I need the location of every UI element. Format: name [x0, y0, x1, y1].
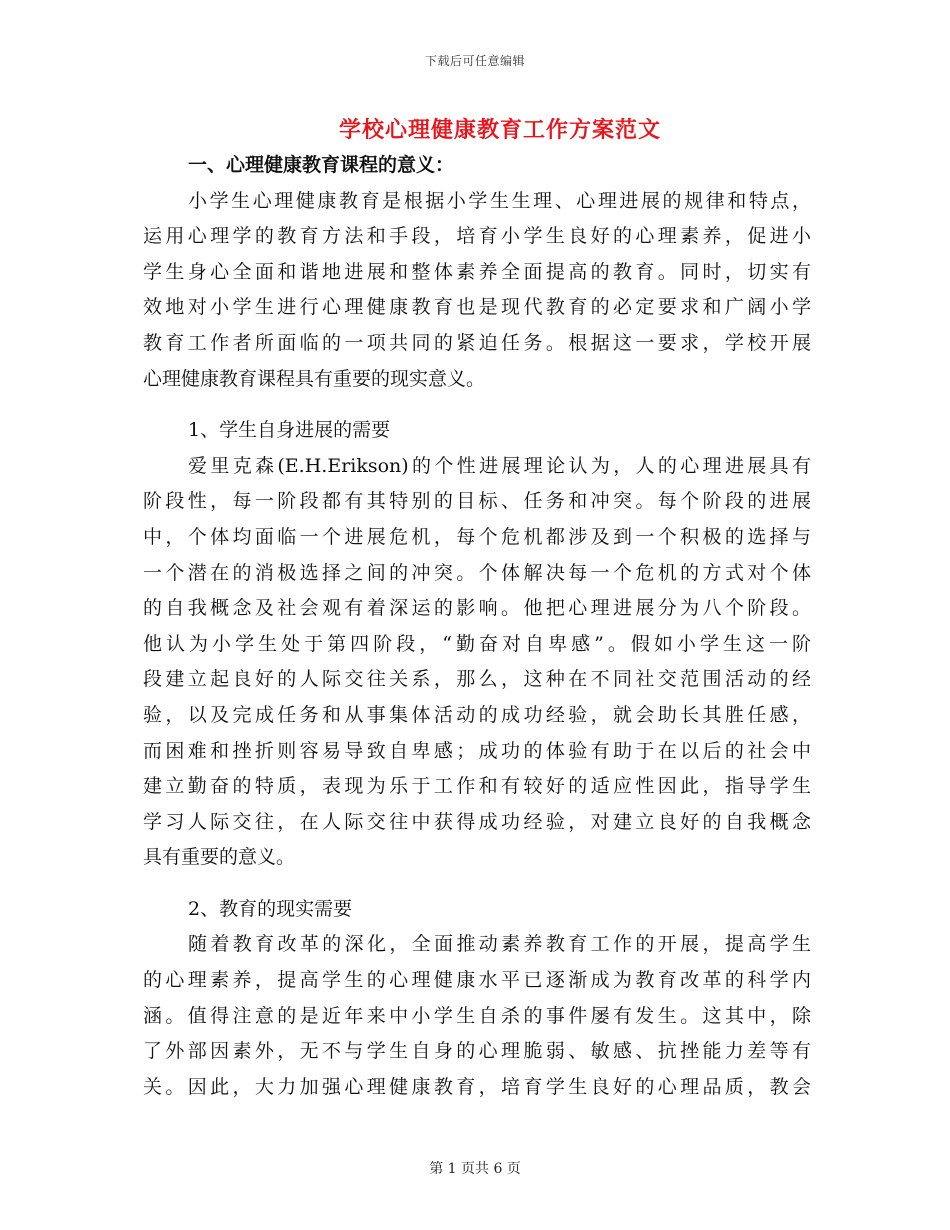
paragraph-line: 教育工作者所面临的一项共同的紧迫任务。根据这一要求，学校开展: [143, 331, 811, 354]
section-heading: 一、心理健康教育课程的意义：: [188, 154, 455, 176]
subsection-heading: 2、教育的现实需要: [188, 897, 353, 920]
paragraph-line: 中，个体均面临一个进展危机，每个危机都涉及到一个积极的选择与: [143, 525, 811, 548]
paragraph-line: 心理健康教育课程具有重要的现实意义。: [143, 367, 486, 390]
paragraph-line: 的自我概念及社会观有着深运的影响。他把心理进展分为八个阶段。: [143, 597, 811, 620]
page-number: 第 1 页共 6 页: [429, 1161, 521, 1177]
paragraph-line: 他认为小学生处于第四阶段，“勤奋对自卑感”。假如小学生这一阶: [143, 632, 811, 655]
paragraph-line: 小学生心理健康教育是根据小学生生理、心理进展的规律和特点，: [188, 189, 811, 212]
paragraph-line: 而困难和挫折则容易导致自卑感；成功的体验有助于在以后的社会中: [143, 739, 811, 762]
paragraph-line: 关。因此，大力加强心理健康教育，培育学生良好的心理品质，教会: [143, 1075, 811, 1098]
paragraph-line: 运用心理学的教育方法和手段，培育小学生良好的心理素养，促进小: [143, 225, 811, 248]
paragraph-line: 学生身心全面和谐地进展和整体素养全面提高的教育。同时，切实有: [143, 260, 811, 283]
paragraph-line: 效地对小学生进行心理健康教育也是现代教育的必定要求和广阔小学: [143, 296, 811, 319]
paragraph-line: 的心理素养，提高学生的心理健康水平已逐渐成为教育改革的科学内: [143, 969, 811, 992]
page-header: 下载后可任意编辑: [424, 54, 525, 68]
paragraph-line: 具有重要的意义。: [143, 846, 296, 869]
paragraph-line: 阶段性，每一阶段都有其特别的目标、任务和冲突。每个阶段的进展: [143, 490, 811, 513]
document-body: [143, 148, 811, 1105]
paragraph-line: 建立勤奋的特质，表现为乐于工作和有较好的适应性因此，指导学生: [143, 775, 811, 798]
paragraph-line: 验，以及完成任务和从事集体活动的成功经验，就会助长其胜任感，: [143, 703, 811, 726]
paragraph-gap: [143, 876, 811, 892]
paragraph-line: 爱里克森(E.H.Erikson)的个性进展理论认为，人的心理进展具有: [188, 454, 811, 477]
paragraph-line: 了外部因素外，无不与学生自身的心理脆弱、敏感、抗挫能力差等有: [143, 1040, 811, 1063]
paragraph-gap: [143, 397, 811, 413]
paragraph-line: 段建立起良好的人际交往关系，那么，这种在不同社交范围活动的经: [143, 668, 811, 691]
paragraph-line: 一个潜在的消极选择之间的冲突。个体解决每一个危机的方式对个体: [143, 561, 811, 584]
subsection-heading: 1、学生自身进展的需要: [188, 419, 391, 442]
paragraph-line: 学习人际交往，在人际交往中获得成功经验，对建立良好的自我概念: [143, 810, 811, 833]
paragraph-line: 涵。值得注意的是近年来中小学生自杀的事件屡有发生。这其中，除: [143, 1004, 811, 1027]
paragraph-line: 随着教育改革的深化，全面推动素养教育工作的开展，提高学生: [188, 933, 811, 956]
document-title: 学校心理健康教育工作方案范文: [338, 117, 661, 143]
